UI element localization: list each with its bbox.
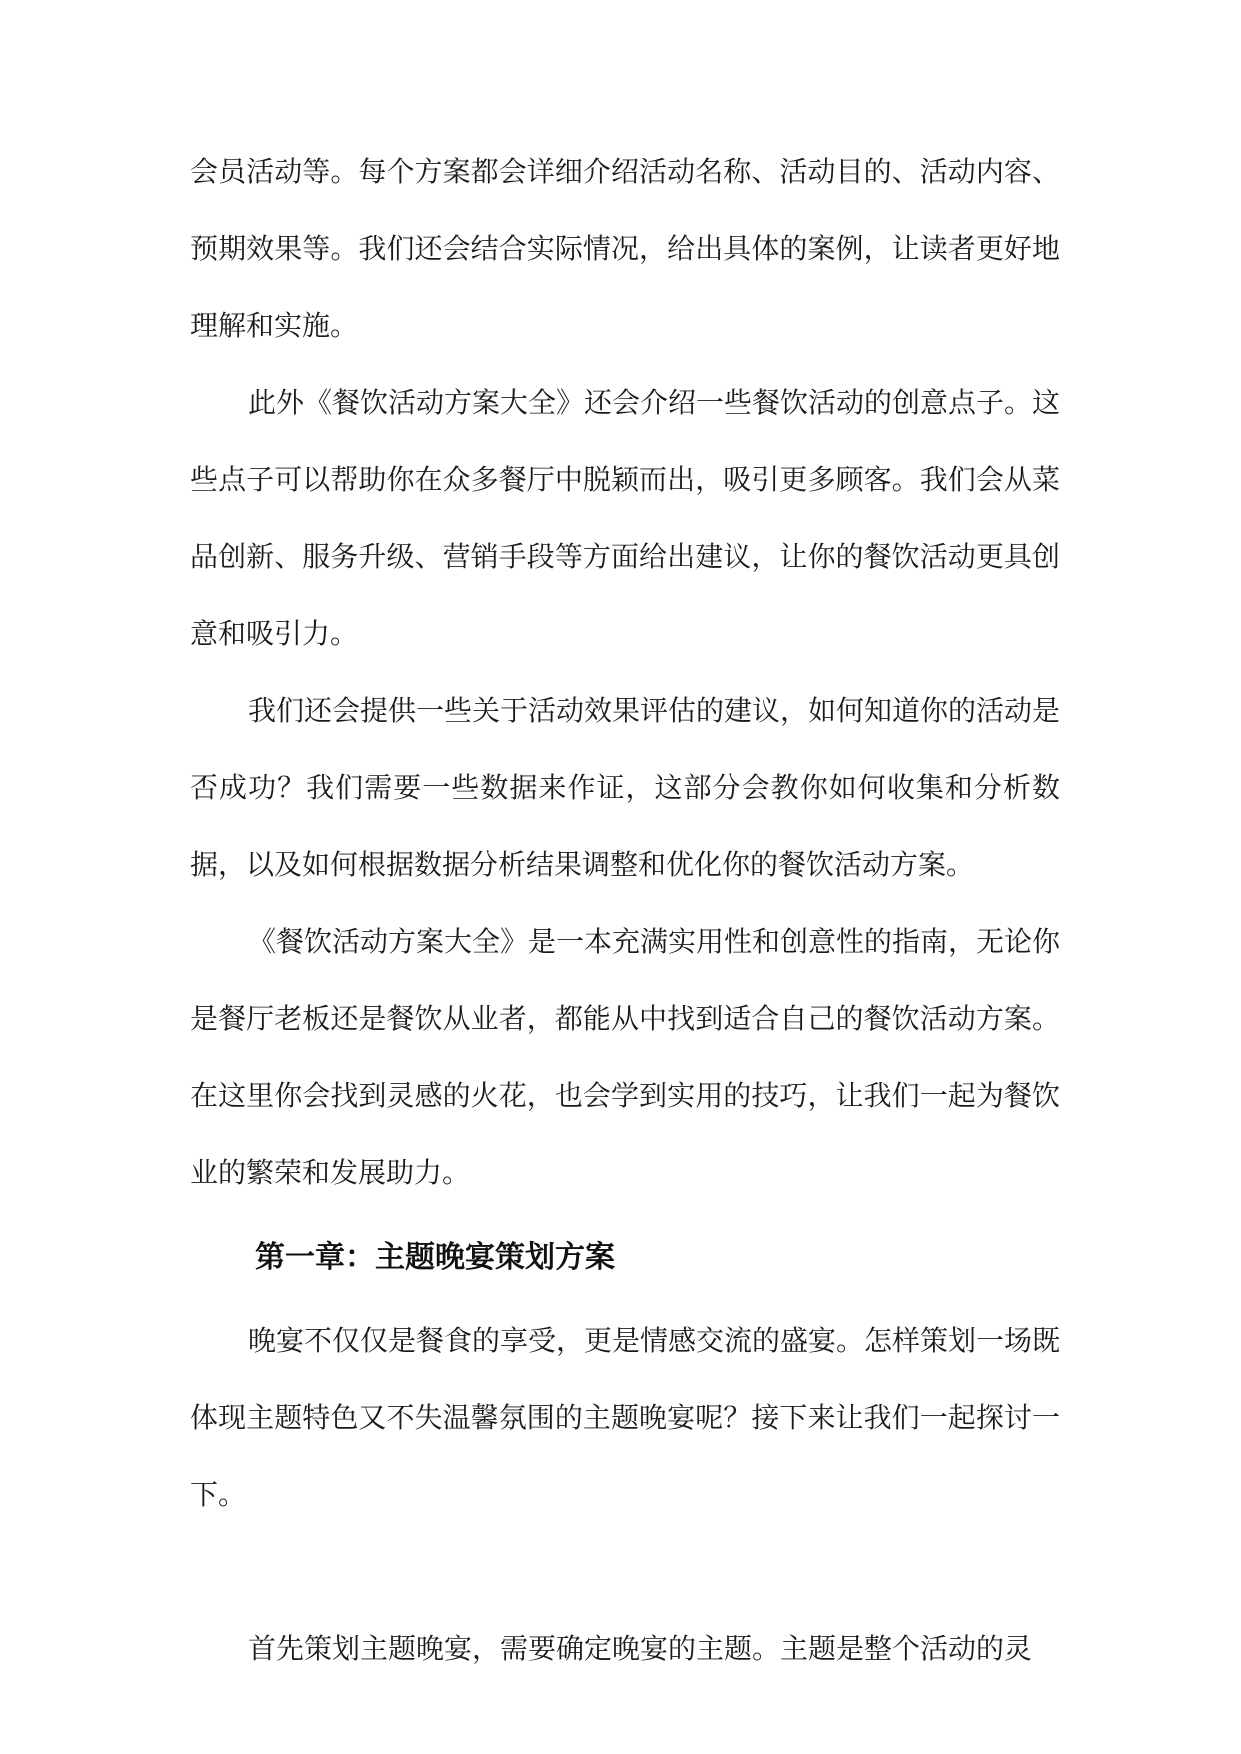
paragraph-summary: 《餐饮活动方案大全》是一本充满实用性和创意性的指南，无论你是餐厅老板还是餐饮从业者，都能从中找到适合自己的餐饮活动方案。在这里你会找到灵感的火花，也会学到实用的技巧，让我们一起为餐饮业的繁荣和发展助力。 [190,925,1061,1189]
paragraph-evaluation: 我们还会提供一些关于活动效果评估的建议，如何知道你的活动是否成功？我们需要一些数据来作证，这部分会教你如何收集和分析数据，以及如何根据数据分析结果调整和优化你的餐饮活动方案。 [190,694,1061,881]
chapter-heading: 第一章：主题晚宴策划方案 [255,1240,615,1275]
paragraph-dinner-intro: 晚宴不仅仅是餐食的享受，更是情感交流的盛宴。怎样策划一场既体现主题特色又不失温馨氛围的主题晚宴呢？接下来让我们一起探讨一下。 [190,1324,1061,1511]
paragraph-theme-selection: 首先策划主题晚宴，需要确定晚宴的主题。主题是整个活动的灵 [248,1632,1033,1665]
paragraph-continued: 会员活动等。每个方案都会详细介绍活动名称、活动目的、活动内容、预期效果等。我们还会结合实际情况，给出具体的案例，让读者更好地理解和实施。 [190,155,1060,342]
paragraph-creative-ideas: 此外《餐饮活动方案大全》还会介绍一些餐饮活动的创意点子。这些点子可以帮助你在众多餐厅中脱颖而出，吸引更多顾客。我们会从菜品创新、服务升级、营销手段等方面给出建议，让你的餐饮活动更具创意和吸引力。 [190,386,1061,650]
